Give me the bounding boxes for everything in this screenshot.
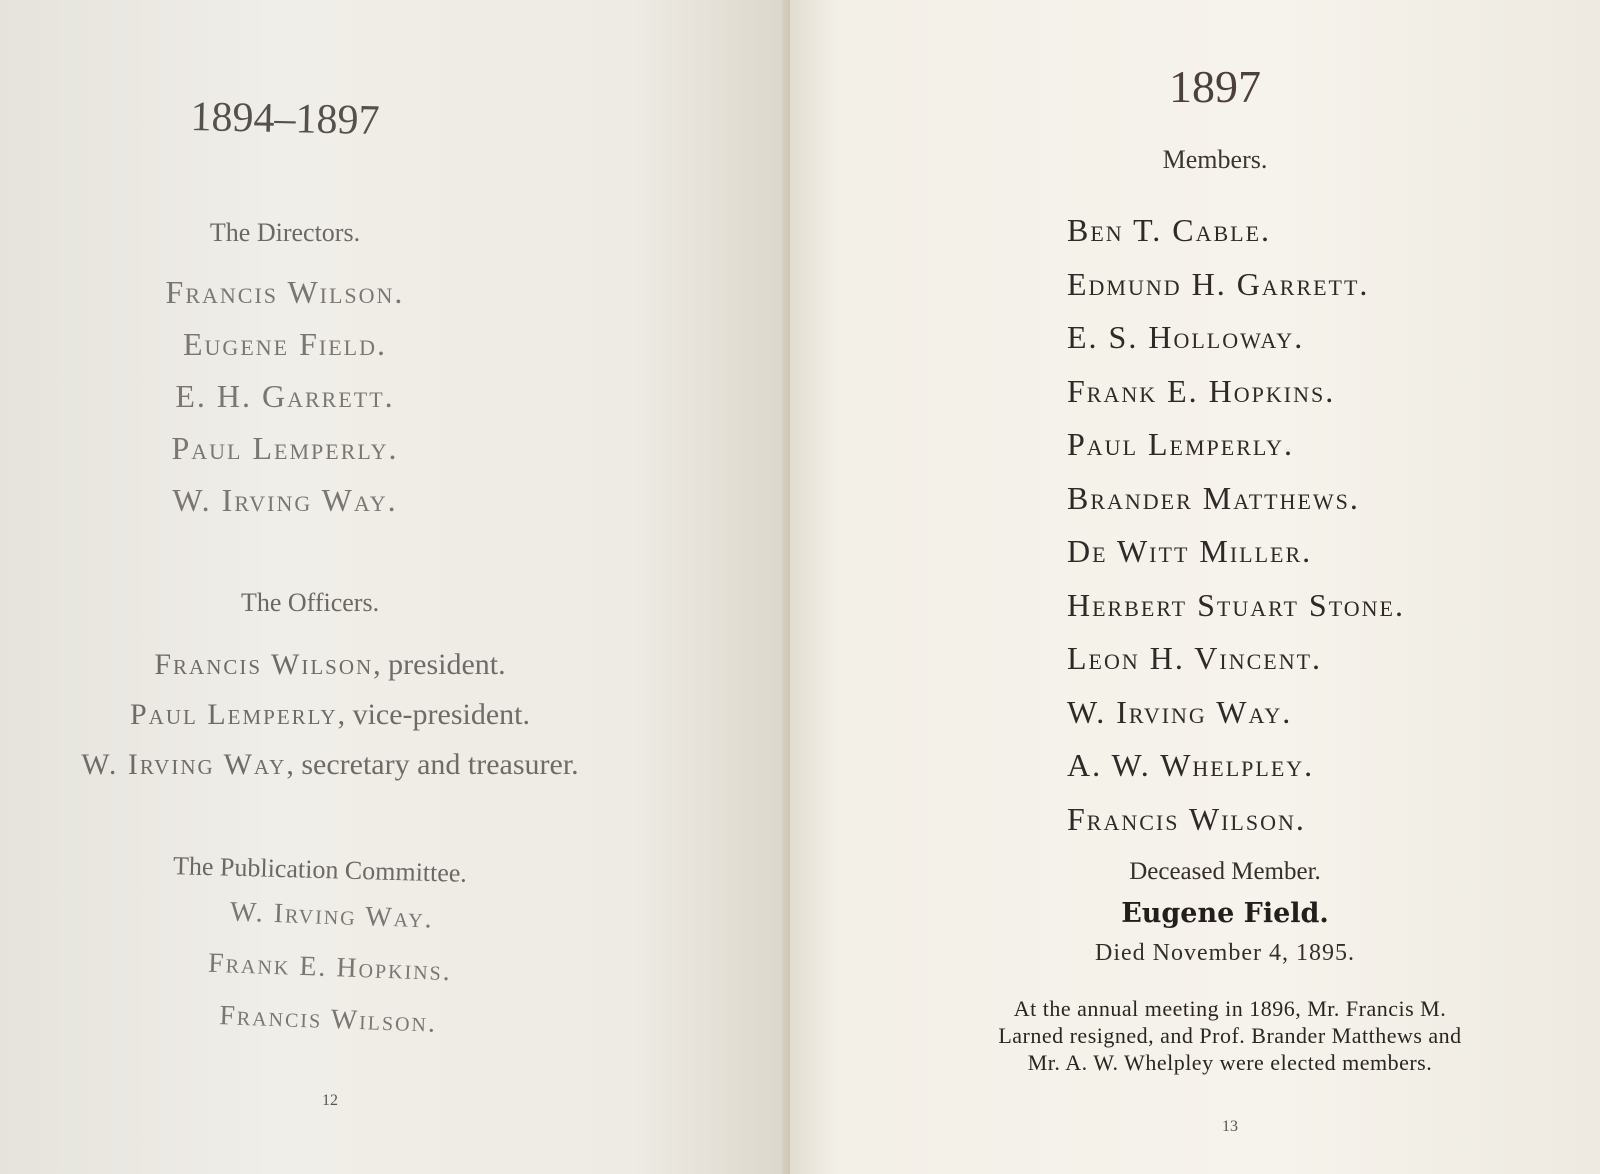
officers-list: [20, 640, 640, 790]
note-line: At the annual meeting in 1896, Mr. Francis M.: [1013, 996, 1447, 1021]
member-name: A. W. Whelpley.: [1067, 747, 1315, 783]
officer-name: Paul Lemperly: [130, 698, 338, 731]
officer-entry: [20, 640, 640, 690]
officer-name: Francis Wilson: [154, 648, 374, 681]
right-page: [790, 0, 1600, 1174]
committee-list: [17, 879, 642, 1057]
committee-name: Frank E. Hopkins.: [207, 947, 453, 988]
death-date: Died November 4, 1895.: [1095, 940, 1355, 966]
director-name: E. H. Garrett.: [175, 378, 395, 414]
right-page-number: 13: [1222, 1118, 1238, 1135]
member-name: Leon H. Vincent.: [1067, 640, 1323, 676]
officer-role: , vice-president.: [337, 698, 530, 731]
directors-heading: The Directors.: [209, 218, 361, 247]
member-name: E. S. Holloway.: [1067, 319, 1305, 355]
members-list: [1067, 204, 1405, 846]
committee-heading: The Publication Committee.: [172, 851, 468, 888]
note-line: Mr. A. W. Whelpley were elected members.: [1027, 1050, 1433, 1075]
member-name: De Witt Miller.: [1067, 533, 1313, 569]
right-page-year: 1897: [1169, 61, 1261, 112]
member-name: W. Irving Way.: [1067, 693, 1293, 730]
member-name: Frank E. Hopkins.: [1067, 372, 1336, 409]
director-name: Francis Wilson.: [165, 274, 405, 310]
members-heading: Members.: [1162, 145, 1268, 174]
member-name: Paul Lemperly.: [1067, 426, 1295, 462]
member-name: Ben T. Cable.: [1067, 212, 1272, 248]
officer-entry: [20, 690, 640, 740]
member-name: Herbert Stuart Stone.: [1067, 586, 1405, 623]
committee-name: Francis Wilson.: [218, 1000, 438, 1039]
director-name: Eugene Field.: [183, 326, 387, 362]
officer-role: , secretary and treasurer.: [286, 748, 579, 781]
director-name: W. Irving Way.: [172, 482, 398, 518]
deceased-heading: Deceased Member.: [1129, 858, 1321, 885]
left-page: [0, 0, 790, 1174]
director-name: Paul Lemperly.: [171, 430, 399, 466]
committee-name: W. Irving Way.: [229, 896, 435, 935]
directors-list: [0, 266, 570, 526]
officer-entry: [20, 740, 640, 790]
note-line: Larned resigned, and Prof. Brander Matthews and: [998, 1023, 1462, 1048]
member-name: Edmund H. Garrett.: [1067, 265, 1370, 302]
left-page-number: 12: [322, 1092, 338, 1109]
member-name: Brander Matthews.: [1067, 479, 1360, 516]
officers-heading: The Officers.: [240, 588, 380, 617]
officer-name: W. Irving Way: [81, 748, 287, 781]
member-name: Francis Wilson.: [1067, 800, 1306, 837]
left-page-year: 1894–1897: [190, 94, 380, 144]
deceased-name: Eugene Field.: [1121, 898, 1329, 929]
officer-role: , president.: [373, 648, 506, 681]
membership-note: [920, 995, 1540, 1076]
